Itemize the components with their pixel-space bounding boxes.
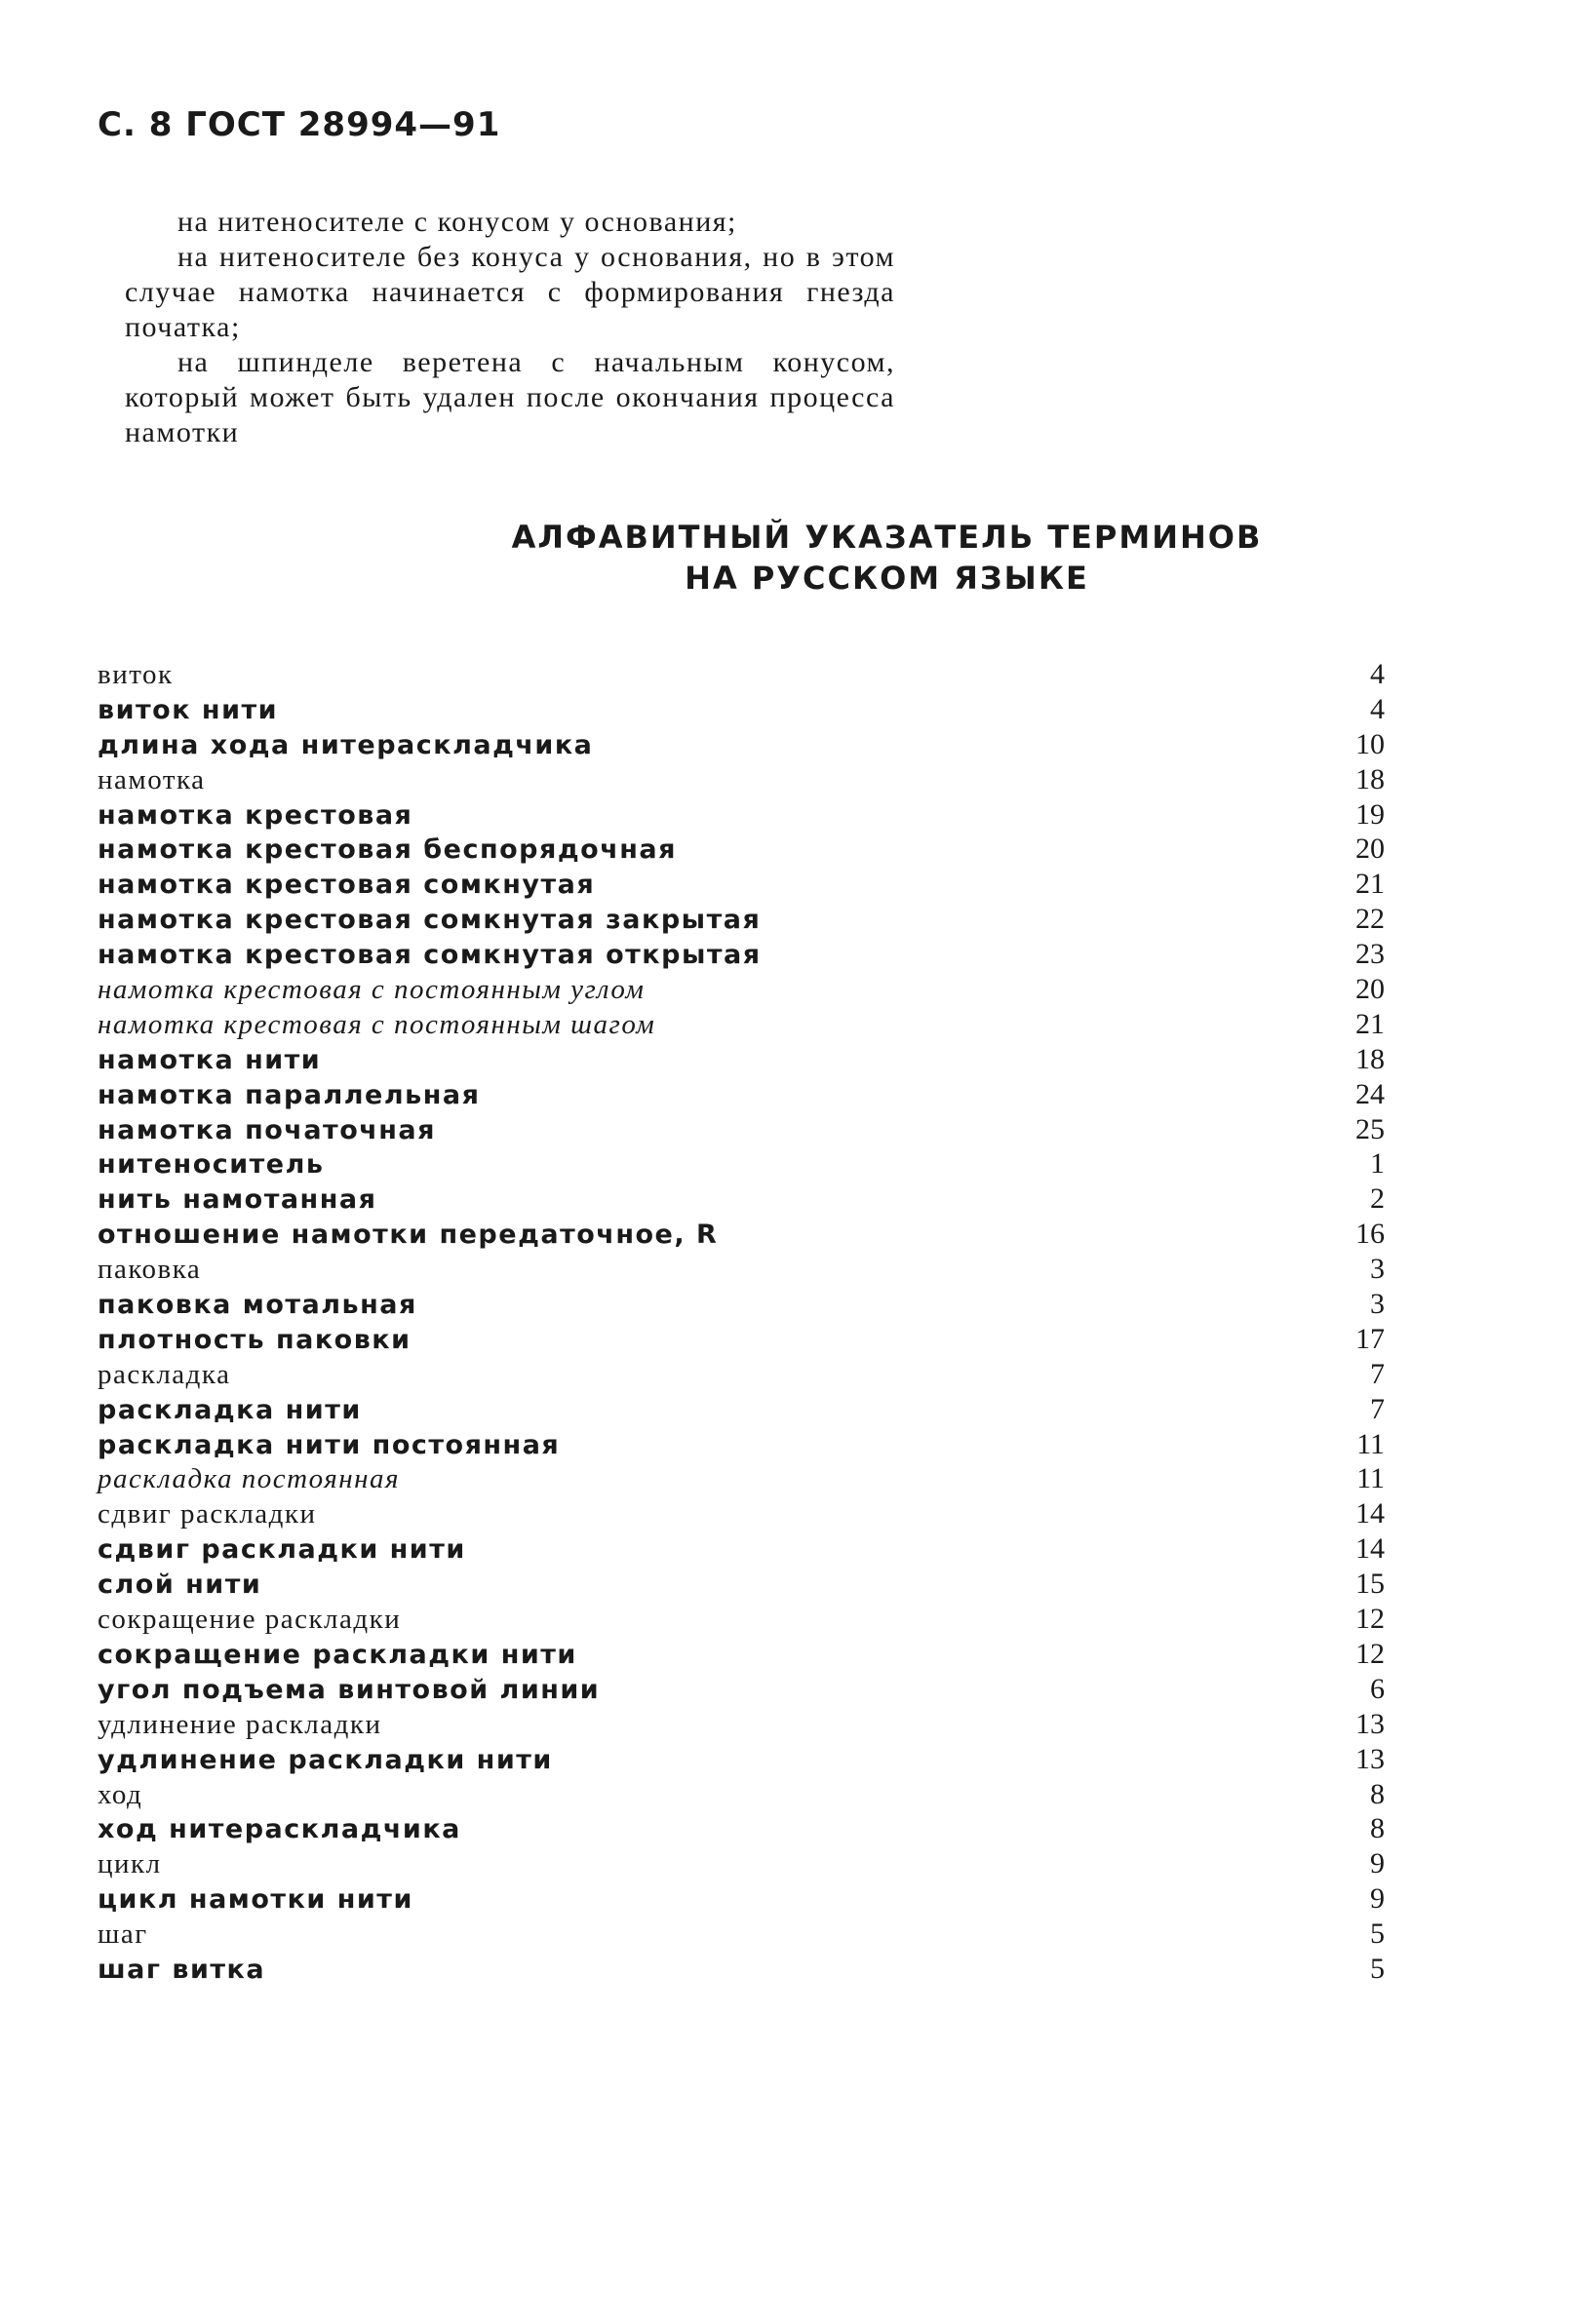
index-entry: [98, 1637, 1385, 1672]
index-term-number: 22: [1355, 903, 1385, 936]
index-entry: [98, 1846, 1385, 1881]
index-entry: [98, 1567, 1385, 1602]
index-entry: [98, 1287, 1385, 1322]
index-entry: [98, 1707, 1385, 1742]
index-term: удлинение раскладки: [98, 1708, 382, 1740]
index-term: шаг витка: [98, 1954, 266, 1985]
index-entry: [98, 1252, 1385, 1287]
index-term: намотка параллельная: [98, 1079, 481, 1110]
index-term: намотка крестовая с постоянным углом: [98, 974, 646, 1006]
index-term: намотка крестовая сомкнутая открытая: [98, 940, 762, 971]
index-term: сокращение раскладки: [98, 1604, 402, 1636]
index-term-number: 20: [1355, 833, 1385, 866]
index-term: намотка крестовая беспорядочная: [98, 834, 677, 866]
index-term-number: 21: [1355, 868, 1385, 901]
index-term-number: 7: [1370, 1392, 1385, 1425]
index-term-number: 13: [1355, 1742, 1385, 1775]
index-term-number: 14: [1355, 1532, 1385, 1566]
index-term-number: 4: [1370, 692, 1385, 725]
index-term-number: 5: [1370, 1917, 1385, 1951]
index-term-number: 19: [1355, 797, 1385, 831]
index-entry: [98, 1077, 1385, 1112]
index-term: удлинение раскладки нити: [98, 1744, 553, 1775]
index-term-number: 5: [1370, 1952, 1385, 1985]
index-term: нитеноситель: [98, 1149, 325, 1181]
index-term-number: 8: [1370, 1777, 1385, 1810]
index-term-number: 10: [1355, 727, 1385, 760]
index-term-number: 11: [1356, 1462, 1385, 1495]
index-entry: [98, 937, 1385, 972]
index-term-number: 2: [1370, 1182, 1385, 1216]
intro-paragraph-2: на нитеносителе без конуса у основания, но в этом случае намотка начинается с формирования гнезда початка;: [125, 241, 895, 343]
index-entry: [98, 692, 1385, 727]
index-entry: [98, 832, 1385, 867]
index-term: раскладка постоянная: [98, 1463, 400, 1495]
index-entry: [98, 1917, 1385, 1952]
index-term-number: 11: [1356, 1427, 1385, 1460]
page-header: С. 8 ГОСТ 28994—91: [98, 105, 501, 144]
index-term: слой нити: [98, 1569, 262, 1601]
index-term-number: 3: [1370, 1253, 1385, 1286]
index-term-number: 14: [1355, 1497, 1385, 1530]
index-term: ход нитераскладчика: [98, 1814, 461, 1845]
index-term: плотность паковки: [98, 1324, 412, 1355]
index-term: паковка: [98, 1254, 202, 1286]
index-term: отношение намотки передаточное, R: [98, 1220, 719, 1251]
index-term: сокращение раскладки нити: [98, 1639, 577, 1670]
index-entry: [98, 1777, 1385, 1812]
intro-text: [125, 205, 895, 450]
index-entry: [98, 1531, 1385, 1567]
index-term-number: 16: [1355, 1218, 1385, 1251]
index-term-number: 1: [1370, 1147, 1385, 1181]
index-entry: [98, 1811, 1385, 1846]
index-term: ход: [98, 1778, 143, 1810]
intro-paragraph-3: на шпинделе веретена с начальным конусом, который может быть удален после окончания процесса намотки: [125, 346, 895, 448]
index-term-number: 4: [1370, 658, 1385, 690]
index-term: нить намотанная: [98, 1184, 377, 1216]
index-term: шаг: [98, 1918, 148, 1951]
index-term: угол подъема винтовой линии: [98, 1674, 601, 1705]
index-entry: [98, 1672, 1385, 1707]
index-term-number: 17: [1355, 1322, 1385, 1355]
index-title-line-2: НА РУССКОМ ЯЗЫКЕ: [685, 560, 1089, 597]
index-term-number: 24: [1355, 1077, 1385, 1110]
index-term: намотка нити: [98, 1044, 322, 1075]
index-entry: [98, 1112, 1385, 1147]
index-entry: [98, 972, 1385, 1007]
index-term-number: 6: [1370, 1672, 1385, 1705]
index-entry: [98, 657, 1385, 692]
index-term-number: 8: [1370, 1812, 1385, 1845]
index-entry: [98, 797, 1385, 833]
index-entry: [98, 1357, 1385, 1392]
index-term-number: 12: [1355, 1603, 1385, 1636]
index-term: раскладка нити: [98, 1394, 362, 1425]
index-term: длина хода нитераскладчика: [98, 729, 594, 760]
index-term: раскладка нити постоянная: [98, 1429, 561, 1460]
index-entry: [98, 1181, 1385, 1217]
index-term: намотка: [98, 763, 206, 795]
index-term: намотка початочная: [98, 1114, 436, 1145]
index-term: цикл: [98, 1848, 162, 1880]
index-term-number: 12: [1355, 1637, 1385, 1670]
index-entry: [98, 1461, 1385, 1496]
index-term-number: 13: [1355, 1707, 1385, 1740]
index-entry: [98, 1392, 1385, 1427]
index-entry: [98, 1742, 1385, 1777]
index-entry: [98, 1496, 1385, 1531]
index-entry: [98, 1322, 1385, 1357]
index-term-number: 3: [1370, 1288, 1385, 1321]
index-term: сдвиг раскладки: [98, 1498, 317, 1530]
index-term-number: 23: [1355, 938, 1385, 971]
index-entry: [98, 727, 1385, 762]
term-index-list: [98, 657, 1385, 1987]
index-term-number: 18: [1355, 762, 1385, 795]
index-title: [0, 517, 1569, 599]
index-term: паковка мотальная: [98, 1290, 417, 1321]
index-term-number: 18: [1355, 1042, 1385, 1075]
index-entry: [98, 867, 1385, 902]
index-entry: [98, 1146, 1385, 1181]
index-term-number: 9: [1370, 1847, 1385, 1880]
index-term-number: 25: [1355, 1112, 1385, 1145]
index-entry: [98, 1952, 1385, 1987]
index-entry: [98, 902, 1385, 937]
index-term: намотка крестовая сомкнутая закрытая: [98, 905, 762, 936]
index-term: намотка крестовая: [98, 799, 413, 831]
index-term-number: 20: [1355, 973, 1385, 1006]
intro-paragraph-1: на нитеносителе с конусом у основания;: [177, 206, 737, 238]
index-entry: [98, 762, 1385, 797]
index-term-number: 7: [1370, 1357, 1385, 1390]
index-entry: [98, 1602, 1385, 1637]
index-term: виток: [98, 659, 174, 690]
index-entry: [98, 1881, 1385, 1917]
index-term: намотка крестовая с постоянным шагом: [98, 1008, 656, 1040]
index-term: сдвиг раскладки нити: [98, 1534, 466, 1566]
index-term: намотка крестовая сомкнутая: [98, 870, 596, 901]
index-term-number: 15: [1355, 1568, 1385, 1601]
index-entry: [98, 1042, 1385, 1077]
index-term: раскладка: [98, 1358, 231, 1390]
index-title-line-1: АЛФАВИТНЫЙ УКАЗАТЕЛЬ ТЕРМИНОВ: [511, 519, 1263, 556]
index-entry: [98, 1217, 1385, 1252]
index-term-number: 9: [1370, 1882, 1385, 1916]
index-term-number: 21: [1355, 1007, 1385, 1040]
index-term: цикл намотки нити: [98, 1884, 413, 1916]
index-entry: [98, 1007, 1385, 1042]
index-entry: [98, 1427, 1385, 1462]
index-term: виток нити: [98, 694, 279, 725]
